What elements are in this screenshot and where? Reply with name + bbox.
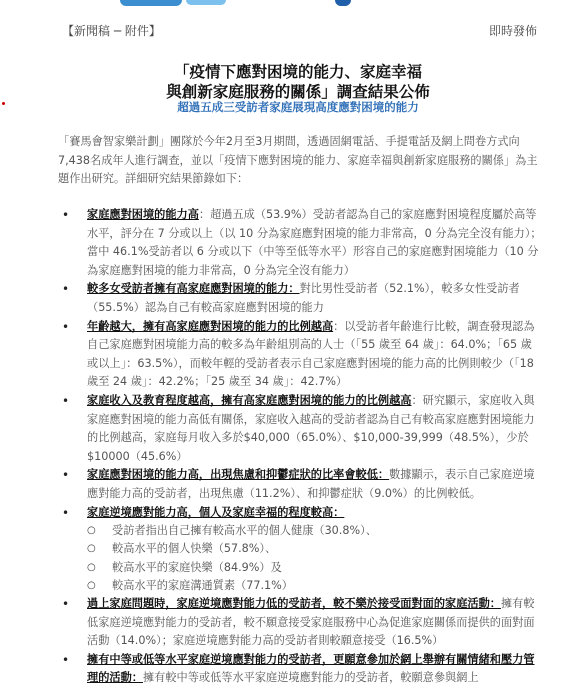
finding-heading: 家庭逆境應對能力高，個人及家庭幸福的程度較高：: [87, 505, 345, 519]
finding-body: ：研究顯示，家庭收入與家庭應對困境的能力高低有關係，家庭收入越高的受訪者認為自己有較高家庭應對困境能力的比例越高，家庭每月收入多於$40,000（65.0%）、$10,000-39,999（48.5%），少於$10000（45.6%）: [87, 393, 535, 463]
press-release-label: 【新聞稿 ─ 附件】: [62, 24, 161, 38]
findings-list: [62, 206, 542, 688]
release-status: 即時發佈: [488, 24, 537, 38]
finding-heading: 家庭應對困境的能力高，出現焦慮和抑鬱症狀的比率會較低：: [87, 468, 390, 482]
finding-item: [62, 504, 542, 595]
finding-item: [62, 206, 542, 280]
finding-item: [62, 651, 542, 688]
finding-subitem: ○ 較高水平的家庭溝通質素（77.1%）: [87, 577, 542, 595]
finding-body: 對比男性受訪者（52.1%），較多女性受訪者（55.5%）認為自己有較高家庭應對困境的能力: [87, 282, 520, 314]
finding-subitem: ○ 較高水平的家庭快樂（84.9%）及: [87, 559, 542, 577]
logo-shape: [120, 0, 182, 6]
margin-mark: [2, 102, 5, 105]
finding-heading: 過上家庭問題時，家庭逆境應對能力低的受訪者，較不樂於接受面對面的家庭活動：: [87, 596, 501, 610]
finding-heading: 擁有中等或低等水平家庭逆境應對能力的受訪者，更願意參加於網上舉辦有關情緒和壓力管理的活動：: [87, 652, 535, 685]
finding-sublist: [87, 522, 542, 595]
finding-item: [62, 466, 542, 503]
logo-shape: [186, 0, 226, 5]
finding-body: ：以受訪者年齡進行比較，調查發現認為自己家庭應對困境能力高的較多為年齡組別高的人士（「55 歲至 64 歲」：64.0%；「65 歲或以上」：63.5%），而較年輕的受訪者表示自己家庭應對困境的能力高的比例則較少（「18 歲至 24 歲」：42.2%；「25 歲至 34 歲」：42.7%）: [87, 319, 535, 389]
finding-heading: 家庭應對困境的能力高: [87, 208, 199, 221]
finding-body: 擁有較低家庭逆境應對能力的受訪者，較不願意接受家庭服務中心為促進家庭關係而提供的面對面活動（14.0%）；家庭逆境應對能力高的受訪者則較願意接受（16.5%）: [87, 596, 535, 648]
finding-heading: 年齡越大，擁有高家庭應對困境的能力的比例越高: [87, 319, 334, 333]
page-title-line2: 與創新家庭服務的關係」調查結果公佈: [166, 83, 430, 101]
finding-item: [62, 280, 542, 317]
finding-item: [62, 392, 542, 466]
finding-body: 數據顯示，表示自己家庭逆境應對能力高的受訪者，出現焦慮（11.2%）、和抑鬱症狀（9.0%）的比例較低。: [87, 468, 535, 500]
page-subtitle: 超過五成三受訪者家庭展現高度應對困境的能力: [177, 100, 419, 114]
intro-paragraph: 「賽馬會智家樂計劃」團隊於今年2月至3月期間，透過固網電話、手提電話及網上問卷方式向7,438名成年人進行調查，並以「疫情下應對困境的能力、家庭幸福與創新家庭服務的關係」為主題作出研究。詳細研究結果節錄如下：: [58, 135, 538, 185]
logo-shape: [335, 0, 351, 6]
finding-heading: 較多女受訪者擁有高家庭應對困境的能力：: [87, 282, 300, 296]
finding-body: 擁有較中等或低等水平家庭逆境應對能力的受訪者，較願意參與網上: [142, 671, 479, 685]
finding-subitem: ○ 受訪者指出自己擁有較高水平的個人健康（30.8%）、: [87, 522, 542, 540]
finding-body: ：超過五成（53.9%）受訪者認為自己的家庭應對困境程度屬於高等水平，評分在 7 分或以上（以 10 分為家庭應對困境的能力非常高，0 分為完全沒有能力）；當中 46.1%受訪者以 6 分或以下（中等至低等水平）形容自己的家庭應對困境能力（10 分為家庭應對困境的能力非常高，0 分為完全沒有能力）: [87, 208, 542, 277]
finding-subitem: ○ 較高水平的個人快樂（57.8%）、: [87, 540, 542, 558]
finding-heading: 家庭收入及教育程度越高，擁有高家庭應對困境的能力的比例越高: [87, 393, 412, 407]
logo-strip: [120, 0, 370, 8]
finding-item: [62, 318, 542, 392]
finding-item: [62, 595, 542, 651]
page-title-line1: 「疫情下應對困境的能力、家庭幸福: [173, 63, 422, 81]
